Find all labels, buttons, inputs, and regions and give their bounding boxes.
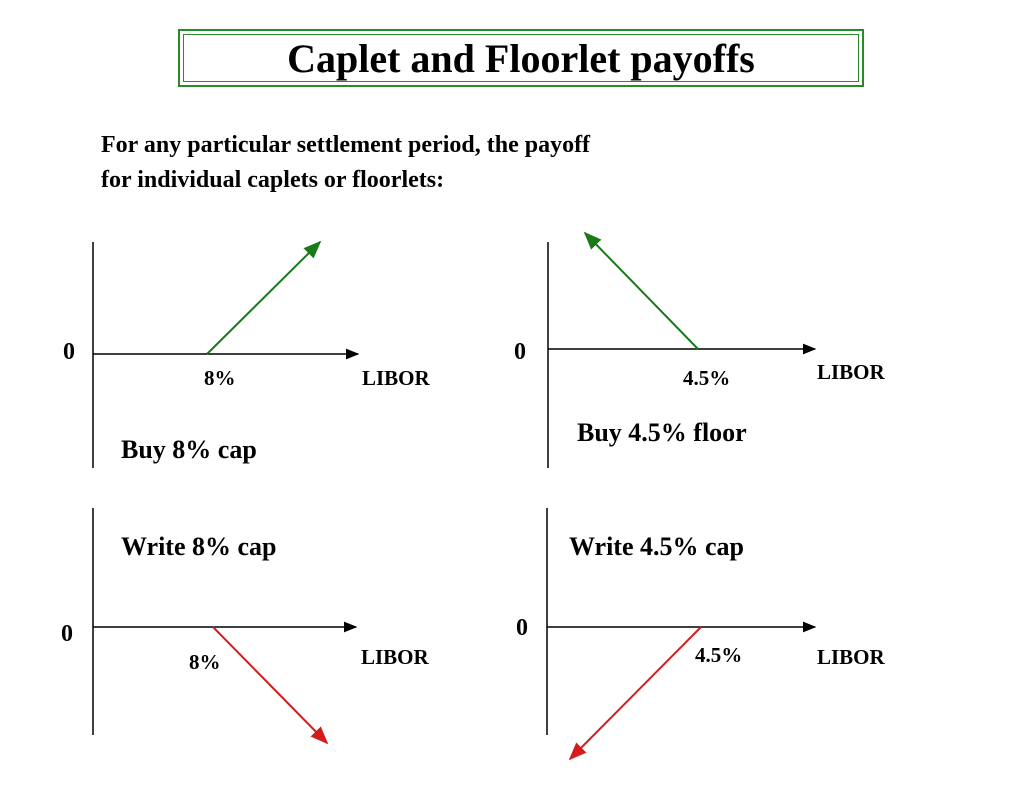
intro-line-1: For any particular settlement period, the payoff xyxy=(101,132,591,158)
strike-label: 4.5% xyxy=(695,643,743,667)
payoff-line xyxy=(213,627,327,743)
libor-axis-label: LIBOR xyxy=(361,645,429,669)
strike-label: 8% xyxy=(204,366,236,390)
zero-label: 0 xyxy=(516,615,528,641)
caption-write-floor: Write 4.5% cap xyxy=(569,532,744,561)
strike-label: 8% xyxy=(189,650,221,674)
payoff-line xyxy=(207,242,320,354)
zero-label: 0 xyxy=(63,339,75,365)
libor-axis-label: LIBOR xyxy=(362,366,430,390)
libor-axis-label: LIBOR xyxy=(817,360,885,384)
intro-line-2: for individual caplets or floorlets: xyxy=(101,167,445,193)
page-title: Caplet and Floorlet payoffs xyxy=(287,36,755,81)
payoff-line xyxy=(570,627,701,759)
caption-write-cap: Write 8% cap xyxy=(121,532,277,561)
caption-buy-floor: Buy 4.5% floor xyxy=(577,418,747,447)
payoff-line xyxy=(585,233,698,349)
zero-label: 0 xyxy=(61,621,73,647)
zero-label: 0 xyxy=(514,339,526,365)
caption-buy-cap: Buy 8% cap xyxy=(121,435,257,464)
strike-label: 4.5% xyxy=(683,366,731,390)
libor-axis-label: LIBOR xyxy=(817,645,885,669)
